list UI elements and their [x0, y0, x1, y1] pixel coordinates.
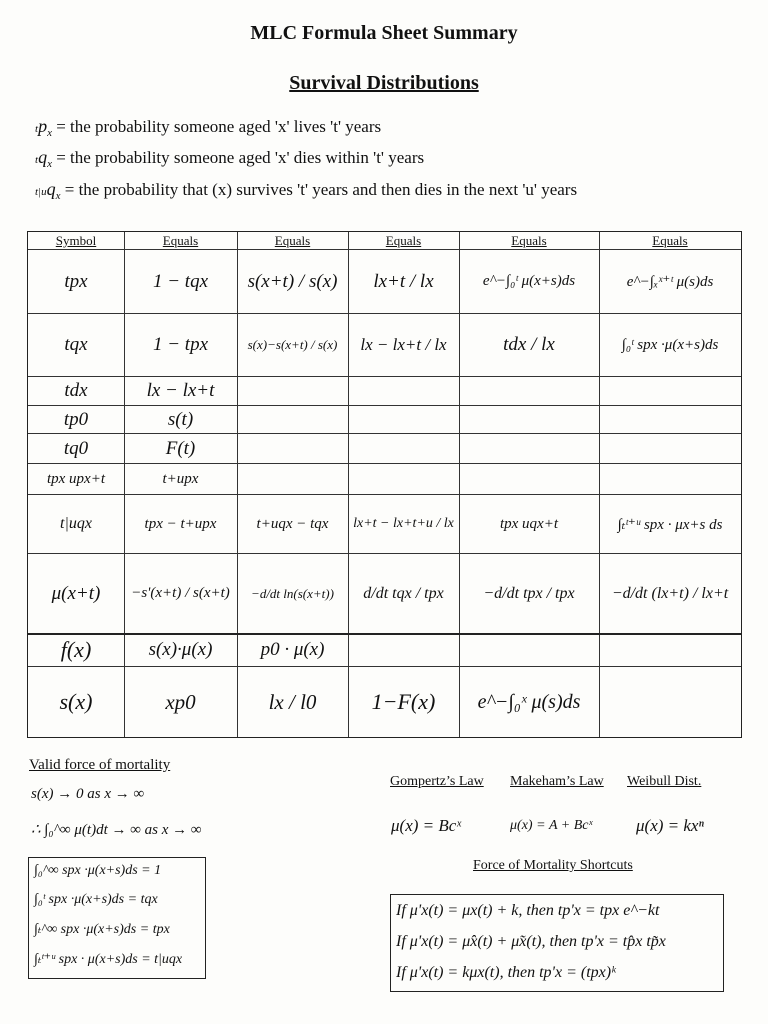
makeham-formula: μ(x) = A + Bcˣ: [510, 818, 593, 833]
table-cell: lx+t / lx: [373, 270, 434, 292]
table-cell: t|uqx: [60, 515, 92, 532]
gompertz-formula: μ(x) = Bcˣ: [391, 816, 462, 835]
definition-tqx: $tq_x$ = the probability someone aged 'x' dies within 't' years: [35, 147, 425, 170]
column-header: Equals: [274, 233, 311, 248]
table-cell: 1 − tqx: [152, 270, 209, 292]
valid-force-heading: Valid force of mortality: [29, 757, 171, 773]
column-header: Equals: [511, 233, 547, 248]
column-header: Equals: [162, 233, 199, 248]
table-cell: lx − lx+t: [146, 380, 215, 401]
shortcuts-box: [390, 894, 724, 992]
column-header: Equals: [385, 233, 422, 248]
shortcut-line: If μ'x(t) = μx(t) + k, then tp'x = tpx e^−kt: [396, 902, 660, 919]
table-cell: s(x+t) / s(x): [247, 270, 338, 292]
page-title: MLC Formula Sheet Summary: [250, 22, 518, 44]
formula-table: [27, 231, 742, 738]
table-cell: ∫ₜᵗ⁺ᵘ spx · μx+s ds: [617, 516, 723, 533]
table-cell: −d/dt tpx / tpx: [483, 584, 575, 602]
table-cell: e^−∫₀ˣ μ(s)ds: [477, 690, 581, 713]
table-cell: f(x): [60, 637, 92, 662]
table-cell: tdx: [64, 380, 88, 401]
integral-identity: ∫₀ᵗ spx ·μ(x+s)ds = tqx: [34, 892, 158, 907]
makeham-heading: Makeham’s Law: [510, 774, 604, 789]
table-cell: −s'(x+t) / s(x+t): [131, 585, 230, 601]
table-cell: s(t): [167, 408, 194, 430]
table-cell: t+upx: [162, 470, 199, 487]
table-cell: xp0: [165, 689, 196, 714]
integral-identity: ∫ₜ^∞ spx ·μ(x+s)ds = tpx: [34, 922, 170, 937]
weibull-formula: μ(x) = kxⁿ: [636, 816, 704, 835]
table-cell: p0 · μ(x): [260, 639, 325, 660]
valid-force-line-1: s(x) → 0 as x → ∞: [31, 786, 145, 802]
table-cell: e^−∫ₓˣ⁺ᵗ μ(s)ds: [626, 274, 714, 290]
shortcut-line: If μ'x(t) = kμx(t), then tp'x = (tpx)ᵏ: [396, 964, 616, 981]
integral-identity: ∫₀^∞ spx ·μ(x+s)ds = 1: [34, 863, 162, 878]
integral-identity: ∫ₜᵗ⁺ᵘ spx · μ(x+s)ds = t|uqx: [34, 952, 183, 967]
table-cell: ∫₀ᵗ spx ·μ(x+s)ds: [621, 336, 719, 353]
shortcuts-heading: Force of Mortality Shortcuts: [473, 858, 633, 873]
definition-tuqx: $t|uq_x$ = the probability that (x) survives 't' years and then dies in the next 'u' years: [35, 179, 578, 202]
table-cell: lx+t − lx+t+u / lx: [353, 516, 454, 531]
table-cell: s(x)·μ(x): [148, 639, 213, 660]
gompertz-heading: Gompertz’s Law: [390, 774, 484, 789]
table-cell: tpx − t+upx: [144, 515, 217, 532]
weibull-heading: Weibull Dist.: [627, 774, 702, 789]
table-cell: tdx / lx: [503, 334, 555, 355]
integral-identities-box: [28, 857, 206, 979]
table-cell: μ(x+t): [51, 582, 101, 604]
table-cell: lx − lx+t / lx: [360, 335, 447, 354]
table-cell: tq0: [63, 437, 89, 459]
table-cell: −d/dt (lx+t) / lx+t: [611, 584, 729, 602]
table-cell: lx / l0: [268, 689, 317, 714]
column-header: Symbol: [55, 233, 97, 248]
table-cell: e^−∫₀ᵗ μ(x+s)ds: [482, 273, 576, 289]
table-cell: tpx uqx+t: [499, 515, 559, 532]
table-cell: s(x)−s(x+t) / s(x): [247, 337, 338, 352]
table-cell: 1 − tpx: [152, 334, 209, 355]
table-cell: 1−F(x): [371, 689, 436, 714]
table-cell: tp0: [63, 408, 89, 430]
table-cell: tpx upx+t: [46, 470, 106, 487]
table-cell: −d/dt ln(s(x+t)): [251, 585, 334, 601]
shortcut-line: If μ'x(t) = μ̂x(t) + μ̃x(t), then tp'x = tp̂x tp̃x: [396, 933, 666, 950]
valid-force-line-2: ∴ ∫₀^∞ μ(t)dt → ∞ as x → ∞: [31, 822, 202, 838]
section-title: Survival Distributions: [289, 72, 479, 94]
table-cell: t+uqx − tqx: [256, 515, 329, 532]
table-cell: F(t): [165, 437, 196, 459]
table-cell: s(x): [59, 689, 93, 714]
table-cell: d/dt tqx / tpx: [363, 584, 444, 602]
column-header: Equals: [652, 233, 688, 248]
table-cell: tqx: [64, 334, 88, 355]
table-cell: tpx: [64, 270, 88, 292]
definition-tpx: $tp_x$ = the probability someone aged 'x' lives 't' years: [35, 116, 382, 139]
